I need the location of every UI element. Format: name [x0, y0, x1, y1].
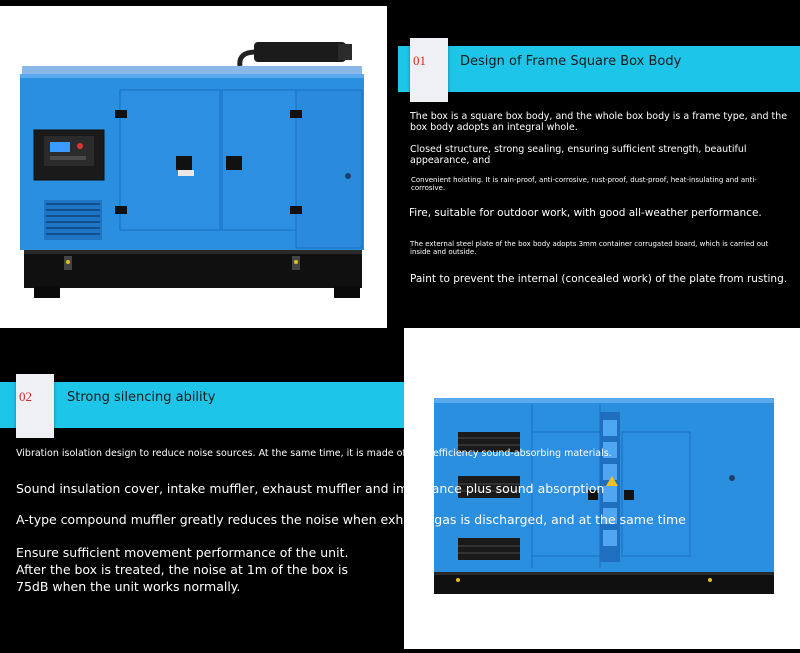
section2-paragraph-1: Vibration isolation design to reduce noise sources. At the same time, it is made of high-efficiency sound-absorbing materials.: [16, 448, 612, 459]
section2-paragraph-4: Ensure sufficient movement performance of the unit. After the box is treated, the noise at 1m of the box is 75dB when the unit works normally.: [16, 545, 349, 594]
generator-top-illustration: [0, 6, 387, 328]
generator-photo-top: [0, 6, 387, 328]
section1-paragraph-1: The box is a square box body, and the whole box body is a frame type, and the box body adopts an integral whole.: [410, 111, 788, 134]
section1-paragraph-3: Convenient hoisting. It is rain-proof, anti-corrosive, rust-proof, dust-proof, heat-insulating and anti-corrosive.: [411, 176, 757, 193]
section2-number-tab: [16, 374, 54, 438]
section1-number-tab: [410, 38, 448, 102]
section1-header-band: [398, 46, 800, 92]
section1-paragraph-2: Closed structure, strong sealing, ensuring sufficient strength, beautiful appearance, and: [410, 144, 747, 167]
section1-paragraph-4: Fire, suitable for outdoor work, with good all-weather performance.: [409, 207, 762, 219]
section2-number: 02: [19, 389, 32, 404]
section1-paragraph-5: The external steel plate of the box body adopts 3mm container corrugated board, which is carried out inside and outside.: [410, 240, 769, 257]
section2-title: Strong silencing ability: [67, 390, 216, 405]
section2-paragraph-2: Sound insulation cover, intake muffler, exhaust muffler and impedance plus sound absorption: [16, 481, 605, 496]
section1-number: 01: [413, 53, 426, 68]
section1-title: Design of Frame Square Box Body: [460, 54, 682, 69]
section1-paragraph-6: Paint to prevent the internal (concealed work) of the plate from rusting.: [410, 273, 788, 285]
section2-header-band: [0, 382, 404, 428]
section2-paragraph-3: A-type compound muffler greatly reduces the noise when exhaust gas is discharged, and at the same time: [16, 512, 686, 527]
